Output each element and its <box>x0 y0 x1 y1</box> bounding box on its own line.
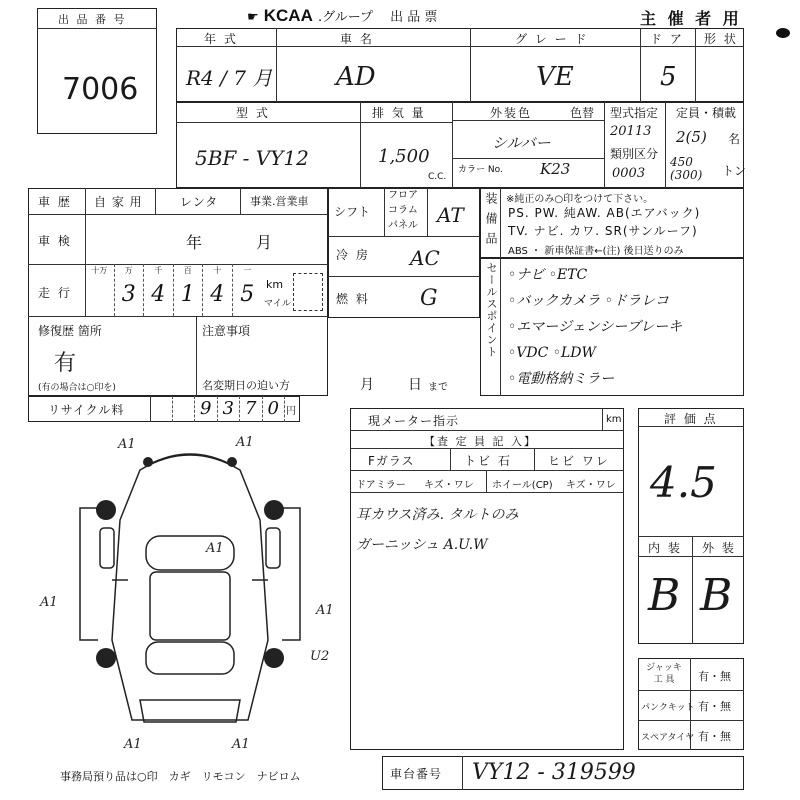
odometer-digit: 1 <box>180 282 195 307</box>
recycle-label: リサイクル料 <box>48 403 125 417</box>
wheel-rear-right <box>264 648 284 668</box>
name-label: 車 名 <box>340 32 374 46</box>
sheet-title: 出 品 票 <box>390 10 438 25</box>
inspection-label: 車 検 <box>38 234 72 248</box>
sales-points-label: セールスポイント <box>485 262 498 358</box>
repair-note: (有の場合は○印を) <box>38 383 116 393</box>
wheel-front-left <box>96 500 116 520</box>
sales-point-item: ◦バックカメラ ◦ドラレコ <box>508 293 669 309</box>
score-value: 4.5 <box>650 458 717 507</box>
ac-value: AC <box>410 246 440 270</box>
name-change-until: まで <box>428 382 448 393</box>
exterior-label: 外装色 <box>490 106 533 120</box>
exterior-label: 外 装 <box>702 541 736 555</box>
accessory-jack-value: 有・無 <box>698 670 731 683</box>
capacity-label: 定員・積載 <box>676 106 737 120</box>
group-label: .グループ <box>317 10 374 25</box>
car-body-outline <box>112 455 268 720</box>
inspection-month: 月 <box>256 233 275 252</box>
damage-mark: A1 <box>232 737 250 752</box>
shift-option-floor: フロア <box>388 190 418 201</box>
equipment-label: 装備品 <box>484 192 498 252</box>
odometer-unit-label: 十 <box>213 266 222 275</box>
sales-point-item: ◦エマージェンシーブレーキ <box>508 319 683 335</box>
damage-mark: A1 <box>124 737 142 752</box>
grade-label: グ レ ー ド <box>515 32 589 46</box>
name-value: AD <box>336 62 376 92</box>
name-change-month: 月 <box>360 377 376 393</box>
glass-crack: ヒビ ワレ <box>548 454 610 468</box>
side-mirror-left <box>100 528 114 568</box>
wheel-rear-left <box>96 648 116 668</box>
side-mirror-right <box>266 528 280 568</box>
interior-label: 内 装 <box>648 541 682 555</box>
glass-label: Fガラス <box>368 454 415 468</box>
roof <box>150 572 230 640</box>
class-value: 0003 <box>612 166 646 181</box>
notes-label: 注意事項 <box>202 324 251 338</box>
wheel-status: キズ・ワレ <box>566 480 616 491</box>
damage-mark: A1 <box>236 435 254 450</box>
recycle-digit: 3 <box>218 396 241 422</box>
year-value: R4 / 7 月 <box>186 66 273 90</box>
grade-value: VE <box>536 62 574 92</box>
displacement-value: 1,500 <box>378 146 430 167</box>
fuel-value: G <box>420 286 438 311</box>
wheel-top-right <box>227 457 237 467</box>
edge-mark <box>776 28 790 38</box>
damage-mark: A1 <box>206 541 224 556</box>
model-value: 5BF - VY12 <box>195 146 309 170</box>
damage-mark: U2 <box>310 649 330 664</box>
mirror-label: ドアミラー <box>356 480 406 491</box>
accessory-puncture-label: パンクキット <box>641 703 695 713</box>
chassis-label: 車台番号 <box>390 767 443 781</box>
rear-window <box>146 642 234 674</box>
sales-point-item: ◦VDC ◦LDW <box>508 345 596 361</box>
recycle-digit: 7 <box>240 396 263 422</box>
ac-label: 冷 房 <box>336 248 370 262</box>
cc-unit: C.C. <box>428 172 447 182</box>
color-no-label: カラー No. <box>458 165 503 175</box>
shift-value: AT <box>437 203 464 227</box>
brand-name: KCAA <box>263 6 313 25</box>
doors-label: ド ア <box>650 32 684 46</box>
rear-bumper <box>140 700 240 722</box>
equipment-line1: PS. PW. 純AW. AB(エアバック) <box>508 206 701 220</box>
capacity-unit: 名 <box>728 132 741 146</box>
odometer-digit: 3 <box>121 282 136 307</box>
inspector-title: 【査 定 員 記 入】 <box>424 435 537 448</box>
odometer-digit: 4 <box>151 282 166 307</box>
mile-unit: マイル <box>264 299 291 309</box>
exterior-value: B <box>700 570 733 621</box>
shift-option-column: コラム <box>388 205 418 216</box>
odometer-digit: 4 <box>210 282 225 307</box>
equipment-note: ※純正のみ○印をつけて下さい。 <box>506 194 654 205</box>
type-spec-value: 20113 <box>610 124 652 139</box>
accessory-puncture-value: 有・無 <box>698 700 731 713</box>
pointer-icon: ☛ <box>247 10 259 25</box>
wheel-top-left <box>143 457 153 467</box>
sales-point-item: ◦ナビ ◦ETC <box>508 267 588 283</box>
divider <box>462 756 463 790</box>
odometer-unit-label: 千 <box>154 266 163 275</box>
body-label: 形 状 <box>704 32 738 46</box>
type-spec-label: 型式指定 <box>610 106 659 120</box>
meter-label: 現メーター指示 <box>368 414 460 428</box>
organizer-label: 主 催 者 用 <box>640 9 742 28</box>
shift-option-panel: パネル <box>388 220 418 231</box>
meter-unit: km <box>606 414 622 425</box>
wheel-label: ホイール(CP) <box>492 480 553 491</box>
year-label: 年 式 <box>204 32 238 46</box>
repair-label: 修復歴 箇所 <box>38 324 102 338</box>
inspector-comment-2: ガーニッシュ A.U.W <box>356 537 488 553</box>
fuel-label: 燃 料 <box>336 292 370 306</box>
score-label: 評 価 点 <box>664 412 718 426</box>
load-unit: トン <box>722 164 747 178</box>
inspection-year: 年 <box>186 233 205 252</box>
recycle-unit: 円 <box>286 406 296 417</box>
history-business: 事業.営業車 <box>250 195 309 208</box>
name-change-label: 名変期日の迫い方 <box>202 379 290 392</box>
damage-mark: A1 <box>316 603 334 618</box>
inspector-comment-1: 耳カウス済み. タルトのみ <box>356 507 519 523</box>
class-label: 類別区分 <box>610 147 659 161</box>
recycle-digit: 0 <box>263 396 286 422</box>
displacement-label: 排 気 量 <box>372 106 426 120</box>
repair-value: 有 <box>54 351 77 376</box>
odometer-unit-label: 一 <box>243 266 252 275</box>
recycle-digit: 9 <box>195 396 218 422</box>
interior-value: B <box>648 570 681 621</box>
damage-mark: A1 <box>40 595 58 610</box>
front-fender-left <box>80 508 98 640</box>
color-value: シルバー <box>492 134 551 152</box>
history-rental: レンタ <box>180 195 219 209</box>
odometer-digit: 5 <box>240 282 255 307</box>
accessory-spare-value: 有・無 <box>698 730 731 743</box>
lot-number: 7006 <box>62 72 139 107</box>
chassis-value: VY12 - 319599 <box>472 760 636 785</box>
sales-point-item: ◦電動格納ミラー <box>508 371 615 387</box>
model-label: 型 式 <box>236 106 270 120</box>
front-fender-right <box>282 508 300 640</box>
accessory-jack-label: ジャッキ工 具 <box>646 663 682 685</box>
glass-chips: トビ 石 <box>464 454 512 468</box>
history-private: 自 家 用 <box>94 195 143 209</box>
odometer-unit-label: 万 <box>124 266 133 275</box>
office-note: 事務局預り品は○印 カギ リモコン ナビロム <box>60 770 301 783</box>
wheel-front-right <box>264 500 284 520</box>
mileage-label: 走 行 <box>38 286 72 300</box>
equipment-line2: TV. ナビ. カワ. SR(サンルーフ) <box>508 224 698 238</box>
capacity-value: 2(5) <box>676 128 707 146</box>
equipment-line3: ABS ・ 新車保証書←(注) 後日送りのみ <box>508 246 684 257</box>
lot-label: 出 品 番 号 <box>58 13 127 26</box>
doors-value: 5 <box>660 62 677 92</box>
damage-mark: A1 <box>118 437 136 452</box>
odometer-unit-label: 百 <box>183 266 192 275</box>
color-no-value: K23 <box>540 160 571 178</box>
km-unit: km <box>266 278 284 291</box>
odometer-unit-label: 十万 <box>91 266 108 275</box>
accessory-spare-label: スペアタイヤ <box>641 733 695 743</box>
history-label: 車 歴 <box>38 195 72 209</box>
repaint-label: 色替 <box>570 106 595 120</box>
shift-label: シフト <box>334 205 371 219</box>
load-value: 450 (300) <box>670 155 703 182</box>
mirror-status: キズ・ワレ <box>424 480 474 491</box>
name-change-day: 日 <box>408 377 424 393</box>
